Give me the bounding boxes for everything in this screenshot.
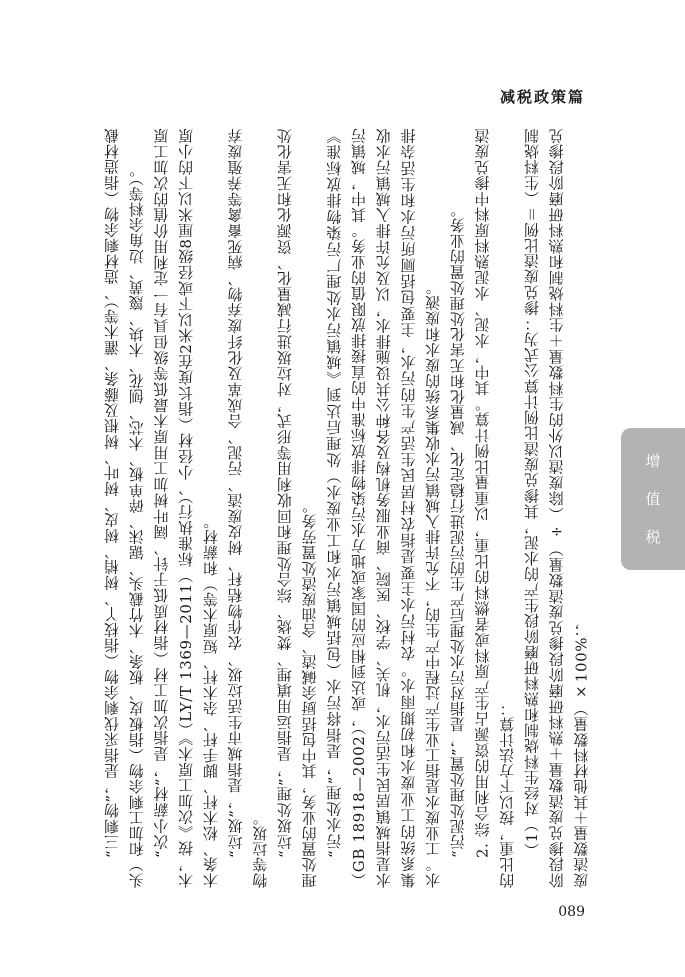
- body-text: [100, 128, 600, 888]
- page-number: 089: [558, 904, 585, 920]
- paragraph-sewage-processing: “污水处理”，是指将污水（包括城镇污水和工业废水）处理后达到《城镇污水处理厂污染物排放标准》（GB 18918—2002），或达到相应的国家或地方水污染物排放标准中的直接排放限值的业务。其中，城镇污水是指城镇居民生活污水，机关、学校、医院、商业服务机构及各种公共设施排水，以及允许排入城镇污水收集系统的工业废水和初期雨水。农村污水主要是指农村居民生活产生的污水，主要包括厕所污水和生活杂排水。工业废水是指工业生产过程中产生的，不允许排入城镇污水收集系统的废水和废液。: [325, 128, 443, 888]
- paragraph-garbage-processing: “垃圾处理”，是指运用填埋、焚烧、综合处理和回收利用等形式，对垃圾进行减量化、资源化和无害化处理处置的业务，其中包括厨余碱渣、含油废渣处置劳务。: [275, 128, 319, 888]
- paragraph-small-firewood: “次小薪材”，是指次加工材（指材质低于针、阔叶树加工用原木最低等级但具有一定利用价值的次加工原木，按《次加工原木》（LY/T 1369—2011）标准执行）、小径材（指长度在2米以下或径级8厘米以下的小原木条、松木杆、脚手杆、杂木杆、短原木等）和薪材。: [152, 128, 220, 888]
- section-tab-vat: [621, 428, 685, 570]
- paragraph-garbage: “垃圾”，是指城市生活垃圾、农作物秸秆、树皮废渣、污泥、合成革及化纤废弃物、病死畜禽等养殖废弃物等垃圾。: [226, 128, 270, 888]
- running-head: 减税政策篇: [499, 88, 585, 106]
- section-tab-char: 值: [645, 490, 661, 508]
- section-tab-char: 增: [645, 452, 661, 470]
- paragraph-sludge-processing: “污泥处理处置”，是指对污水处理后产生的污泥进行稳定化、减量化和无害化处理处置的业务。: [448, 201, 467, 858]
- section-tab-char: 税: [645, 528, 661, 546]
- paragraph-three-residues: “三剩物”，是指采伐剩余物（指枝丫、树梢、树皮、树叶、树根及藤条、灌木等）、造材剩余物（指造材截头）和加工剩余物（指板皮、板条、木竹截头、锯沫、碎单板、木芯、刨花、木块、篾黄、边角余料等）。: [103, 128, 146, 888]
- paragraph-resource-ratio: 2. 综合利用的资源占生产原料或者燃料的比重，以重量比例计算。其中，水泥、水泥熟料原料中掺兑废渣的比重，按以下方法计算：: [473, 128, 517, 888]
- paragraph-formula: （1）对经生料烧制和熟料研磨阶段生产的水泥，其掺兑废渣比例计算公式为：掺兑废渣比例＝（生料烧制阶段掺兑废渣数量＋熟料研磨阶段掺兑废渣数量）÷（除废渣以外的生料数量＋生料烧制和熟料研磨阶段掺兑废渣数量＋其他材料数量）×100%；: [522, 128, 591, 888]
